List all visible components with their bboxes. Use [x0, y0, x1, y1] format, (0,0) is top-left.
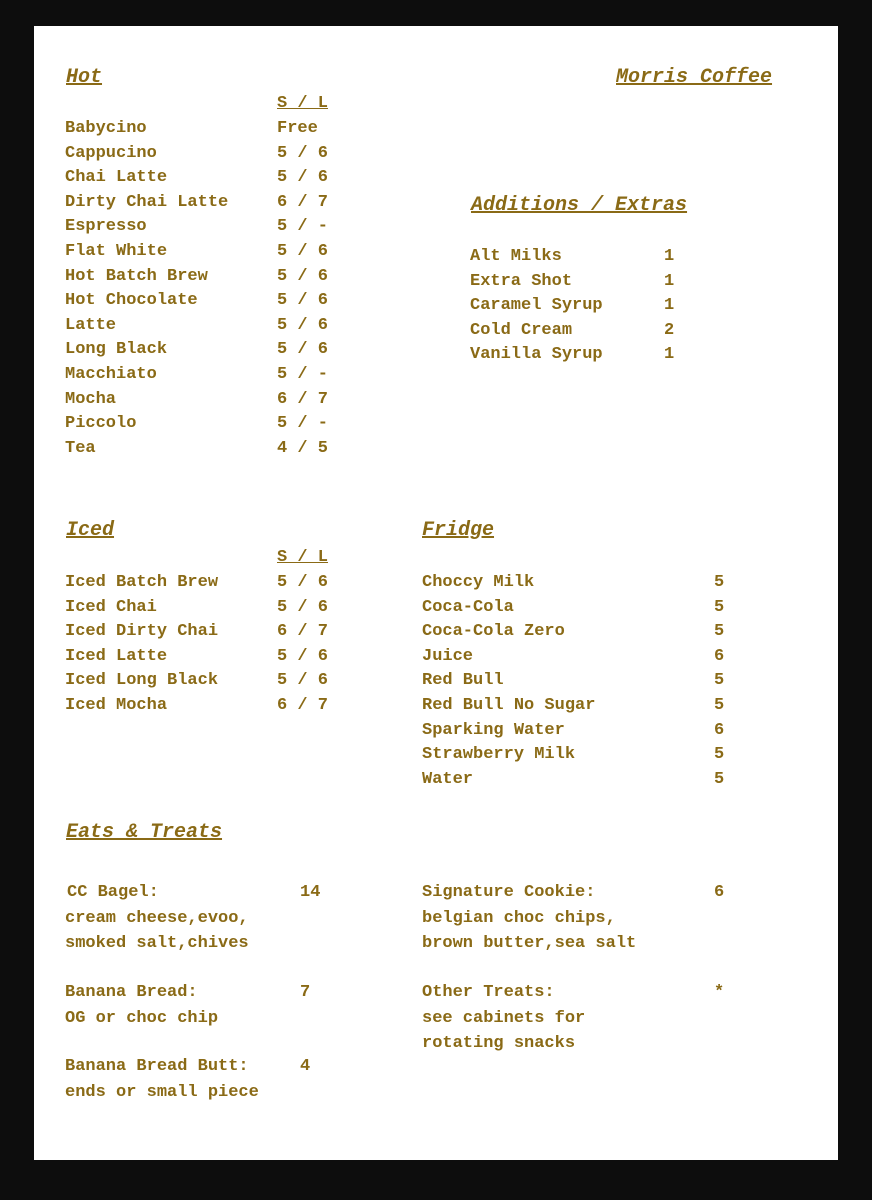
hot-item-name: Long Black [65, 340, 168, 359]
eats-item-description: belgian choc chips, [422, 909, 616, 928]
eats-item-description: OG or choc chip [65, 1009, 219, 1028]
section-title-extras: Additions / Extras [471, 194, 688, 217]
fridge-item-price: 5 [714, 573, 725, 592]
eats-item-price: 14 [300, 883, 321, 902]
hot-item-name: Macchiato [65, 365, 157, 384]
hot-item-name: Piccolo [65, 414, 137, 433]
eats-item-name: Banana Bread Butt: [65, 1057, 249, 1076]
fridge-item-price: 6 [714, 647, 725, 666]
iced-item-name: Iced Latte [65, 647, 168, 666]
hot-item-price: 5 / - [277, 365, 329, 384]
fridge-item-name: Coca-Cola Zero [422, 622, 565, 641]
eats-item-description: brown butter,sea salt [422, 934, 637, 953]
hot-item-price: 5 / 6 [277, 168, 329, 187]
fridge-item-price: 5 [714, 770, 725, 789]
section-title-fridge: Fridge [422, 519, 495, 542]
hot-item-price: 5 / 6 [277, 144, 329, 163]
eats-item-price: 7 [300, 983, 311, 1002]
fridge-item-name: Juice [422, 647, 474, 666]
fridge-item-name: Strawberry Milk [422, 745, 576, 764]
fridge-item-price: 5 [714, 598, 725, 617]
iced-item-name: Iced Chai [65, 598, 157, 617]
hot-item-name: Chai Latte [65, 168, 168, 187]
eats-item-description: rotating snacks [422, 1034, 576, 1053]
extras-item-price: 2 [664, 321, 675, 340]
shop-name: Morris Coffee [616, 66, 773, 89]
extras-item-price: 1 [664, 345, 675, 364]
extras-item-name: Vanilla Syrup [470, 345, 603, 364]
extras-item-price: 1 [664, 247, 675, 266]
iced-item-price: 6 / 7 [277, 622, 329, 641]
extras-item-name: Extra Shot [470, 272, 573, 291]
hot-item-name: Flat White [65, 242, 168, 261]
fridge-item-name: Water [422, 770, 474, 789]
section-title-hot: Hot [66, 66, 103, 89]
eats-item-price: 6 [714, 883, 725, 902]
extras-item-name: Cold Cream [470, 321, 573, 340]
hot-item-price: 5 / 6 [277, 242, 329, 261]
extras-item-name: Alt Milks [470, 247, 562, 266]
hot-item-price: 6 / 7 [277, 390, 329, 409]
fridge-item-name: Sparking Water [422, 721, 565, 740]
hot-item-price: 6 / 7 [277, 193, 329, 212]
hot-item-price: 5 / 6 [277, 267, 329, 286]
hot-item-name: Hot Batch Brew [65, 267, 208, 286]
iced-item-price: 5 / 6 [277, 573, 329, 592]
hot-item-price: 5 / - [277, 414, 329, 433]
eats-item-name: Other Treats: [422, 983, 555, 1002]
hot-item-name: Cappucino [65, 144, 157, 163]
iced-size-header: S / L [277, 548, 329, 567]
hot-item-price: 5 / 6 [277, 291, 329, 310]
eats-item-description: smoked salt,chives [65, 934, 249, 953]
hot-item-name: Latte [65, 316, 117, 335]
eats-item-description: cream cheese,evoo, [65, 909, 249, 928]
hot-item-name: Espresso [65, 217, 147, 236]
hot-item-name: Hot Chocolate [65, 291, 198, 310]
iced-item-price: 6 / 7 [277, 696, 329, 715]
fridge-item-name: Choccy Milk [422, 573, 535, 592]
eats-item-description: ends or small piece [65, 1083, 259, 1102]
hot-item-name: Babycino [65, 119, 147, 138]
iced-item-price: 5 / 6 [277, 647, 329, 666]
hot-size-header: S / L [277, 94, 329, 113]
hot-item-name: Tea [65, 439, 96, 458]
hot-item-price: 4 / 5 [277, 439, 329, 458]
eats-item-name: Banana Bread: [65, 983, 198, 1002]
eats-item-price: * [714, 983, 725, 1002]
hot-item-name: Mocha [65, 390, 117, 409]
menu-page [34, 26, 838, 1160]
eats-item-price: 4 [300, 1057, 311, 1076]
extras-item-name: Caramel Syrup [470, 296, 603, 315]
eats-item-name: CC Bagel: [67, 883, 159, 902]
fridge-item-name: Red Bull No Sugar [422, 696, 596, 715]
iced-item-name: Iced Batch Brew [65, 573, 219, 592]
hot-item-price: 5 / - [277, 217, 329, 236]
fridge-item-price: 5 [714, 622, 725, 641]
iced-item-name: Iced Long Black [65, 671, 219, 690]
iced-item-name: Iced Mocha [65, 696, 168, 715]
fridge-item-price: 5 [714, 671, 725, 690]
iced-item-name: Iced Dirty Chai [65, 622, 219, 641]
section-title-eats: Eats & Treats [66, 821, 223, 844]
section-title-iced: Iced [66, 519, 115, 542]
eats-item-description: see cabinets for [422, 1009, 586, 1028]
hot-item-price: 5 / 6 [277, 340, 329, 359]
iced-item-price: 5 / 6 [277, 598, 329, 617]
fridge-item-price: 5 [714, 696, 725, 715]
eats-item-name: Signature Cookie: [422, 883, 596, 902]
extras-item-price: 1 [664, 272, 675, 291]
fridge-item-name: Coca-Cola [422, 598, 514, 617]
hot-item-name: Dirty Chai Latte [65, 193, 229, 212]
fridge-item-price: 5 [714, 745, 725, 764]
iced-item-price: 5 / 6 [277, 671, 329, 690]
fridge-item-price: 6 [714, 721, 725, 740]
hot-item-price: 5 / 6 [277, 316, 329, 335]
fridge-item-name: Red Bull [422, 671, 504, 690]
extras-item-price: 1 [664, 296, 675, 315]
hot-item-price: Free [277, 119, 318, 138]
